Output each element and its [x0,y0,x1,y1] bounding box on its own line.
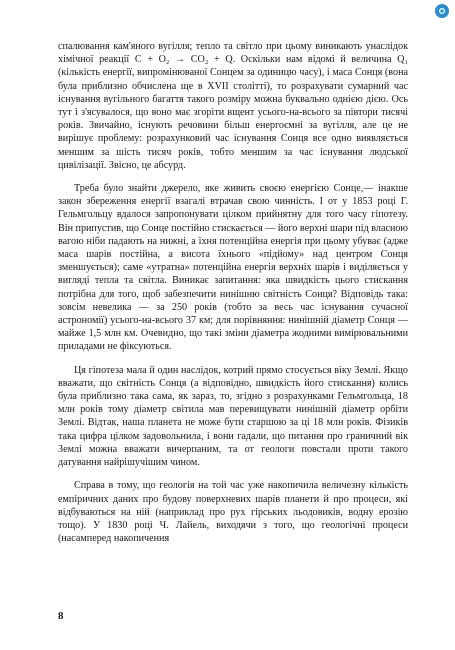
paragraph-3: Ця гіпотеза мала й один наслідок, котрий прямо стосується віку Землі. Якщо вважати, що світність Сонця (а відповідно, швидкість його стискання) колись була приблизно така сама, як зараз, то, згідно з розрахунками Гельмгольца, 18 млн років тому діаметр світила мав перевищувати нинішній діаметр орбіти Землі. Відтак, наша планета не може бути старшою за ці 18 млн років. Фізиків така цифра цілком задовольнила, і вони гадали, що питання про граничний вік Землі можна вважати вичерпаним, та от геологи повстали проти такого датування найрішучішим чином. [58,364,408,469]
publisher-logo-icon [435,4,449,18]
paragraph-1: спалювання кам'яного вугілля; тепло та світло при цьому виникають унаслідок хімічної реакції C + O₂ → CO₂ + Q. Оскільки нам відомі й величина Q₁ (кількість енергії, випромінюваної Сонцем за одиницю часу), і маса Сонця (вона була приблизно обчислена ще в XVII столітті), то розрахувати сумарний час існування вугільного багаття такого розміру можна буквально однією дією. Ось тут і з'ясувалося, що воно має згоріти вщент усього-на-всього за півтори тисячі років. Звичайно, існують речовини більш енергоємні за вугілля, але це не вирішує проблему: розрахунковий час існування Сонця все одно виявляється меншим за шість тисяч років, тобто меншим за час існування людської цивілізації. Звісно, це абсурд. [58,41,408,171]
paragraph-4: Справа в тому, що геологія на той час уже накопичила величезну кількість емпіричних даних про будову поверхневих шарів планети й про процеси, які відбуваються на ній (наприклад про рух гірських льодовиків, водну ерозію тощо). У 1830 році Ч. Лайель, виходячи з того, що геологічні процеси (насамперед накопичення [58,480,408,545]
page-number: 8 [58,610,64,622]
body-text [58,40,408,545]
paragraph-2: Треба було знайти джерело, яке живить своєю енергією Сонце,— інакше закон збереження енергії взагалі втрачав свою чинність. І от у 1853 році Г. Гельмгольцу вдалося запропонувати цілком прийнятну для того часу гіпотезу. Він припустив, що Сонце постійно стискається — його верхні шари під власною вагою ніби падають на нижні, а їхня потенційна енергія при цьому убуває (адже маса шарів постійна, а висота їхнього «підйому» над центром Сонця зменшується); саме «утратна» потенційна енергія верхніх шарів і виділяється у вигляді тепла та світла. Виникає запитання: яка швидкість цього стискання потрібна для того, щоб забезпечити нинішню світність Сонця? Відповідь така: зовсім невелика — за 250 років (тобто за весь час існування сучасної астрономії) усього-на-всього 37 км; для порівняння: нинішній діаметр Сонця — майже 1,5 млн км. Очевидно, що такі зміни діаметра жодними вимірювальними приладами не фіксуються. [58,183,408,353]
